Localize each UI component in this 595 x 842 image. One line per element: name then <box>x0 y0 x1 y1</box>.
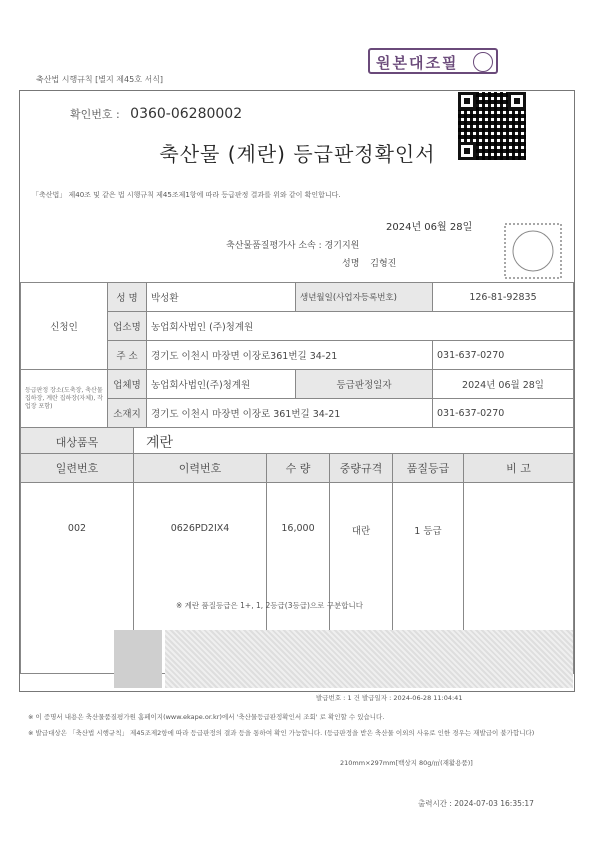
site-table <box>20 369 574 428</box>
cert-number-row <box>70 106 242 122</box>
watermark-area <box>165 630 573 688</box>
site-phone: 031-637-0270 <box>433 399 574 428</box>
reg-label: 생년월일(사업자등록번호) <box>296 283 433 312</box>
company-label: 업소명 <box>108 312 147 341</box>
page-title: 축산물 (계란) 등급판정확인서 <box>159 142 436 166</box>
cert-date: 2024년 06월 28일 <box>386 222 473 233</box>
applicant-table <box>20 282 574 370</box>
cert-intro: 「축산법」 제40조 및 같은 법 시행규칙 제45조제1항에 따라 등급판정 결과를 위와 같이 확인합니다. <box>32 191 341 199</box>
applicant-phone: 031-637-0270 <box>433 341 574 370</box>
cell-grade: 1 등급 <box>393 483 464 674</box>
issuer-name-label: 성명 <box>342 259 360 269</box>
cell-serial: 002 <box>21 483 134 674</box>
original-copy-stamp <box>368 48 498 74</box>
site-section-label: 등급판정 장소(도축장, 축산물 집하장, 계란 집하장(자체), 작업장 포함) <box>21 370 108 428</box>
redacted-block <box>114 630 162 688</box>
col-weight: 중량규격 <box>330 454 393 483</box>
applicant-name: 박성환 <box>147 283 296 312</box>
col-trace: 이력번호 <box>134 454 267 483</box>
issue-line: 발급번호 : 1 건 발급일자 : 2024-06-28 11:04:41 <box>316 694 463 702</box>
grade-footnote: ※ 계란 품질등급은 1+, 1, 2등급(3등급)으로 구분합니다 <box>176 601 363 610</box>
address-label: 주 소 <box>108 341 147 370</box>
site-address-label: 소재지 <box>108 399 147 428</box>
col-grade: 품질등급 <box>393 454 464 483</box>
cert-number-label: 확인번호 : <box>70 108 120 121</box>
cert-number: 0360-06280002 <box>130 106 243 122</box>
reg-number: 126-81-92835 <box>433 283 574 312</box>
paper-size: 210mm×297mm[백상지 80g/㎡(재활용품)] <box>340 759 473 767</box>
company-name: 농업회사법인 (주)청계원 <box>147 312 574 341</box>
site-name: 농업회사법인(주)청계원 <box>147 370 296 399</box>
issuer-name-row <box>342 256 396 269</box>
issuer-org: 축산물품질평가사 소속 : 경기지원 <box>226 241 360 251</box>
name-label: 성 명 <box>108 283 147 312</box>
cell-qty: 16,000 <box>267 483 330 674</box>
seal-icon <box>473 52 493 72</box>
col-serial: 일련번호 <box>21 454 134 483</box>
table-header-row <box>21 454 574 483</box>
stamp-text: 원본대조필 <box>376 54 459 72</box>
col-qty: 수 량 <box>267 454 330 483</box>
cell-trace: 0626PD2IX4 <box>134 483 267 674</box>
site-address: 경기도 이천시 마장면 이장로 361번길 34-21 <box>147 399 433 428</box>
site-date-label: 등급판정일자 <box>296 370 433 399</box>
site-name-label: 업체명 <box>108 370 147 399</box>
print-time: 출력시간 : 2024-07-03 16:35:17 <box>418 799 534 808</box>
applicant-address: 경기도 이천시 마장면 이장로361번길 34-21 <box>147 341 433 370</box>
item-value: 계란 <box>134 428 574 457</box>
form-reference: 축산법 시행규칙 [별지 제45호 서식] <box>36 75 164 84</box>
col-remark: 비 고 <box>464 454 574 483</box>
note-1: ※ 이 증명서 내용은 축산물품질평가원 홈페이지(www.ekape.or.kr)에서 '축산물등급판정확인서 조회' 로 확인할 수 있습니다. <box>28 713 385 721</box>
official-seal <box>485 222 565 280</box>
issuer-name: 김형진 <box>370 259 397 269</box>
note-2: ※ 발급대상은 「축산법 시행규칙」 제45조제2항에 따라 등급판정의 결과 등을 통하여 확인 가능합니다. (등급판정을 받은 축산물 이외의 사유로 인한 경우는 재발급이 불가합니다) <box>28 729 535 737</box>
cell-weight: 대란 <box>330 483 393 674</box>
item-label: 대상품목 <box>21 428 134 457</box>
applicant-section-label: 신청인 <box>21 283 108 370</box>
site-date: 2024년 06월 28일 <box>433 370 574 399</box>
